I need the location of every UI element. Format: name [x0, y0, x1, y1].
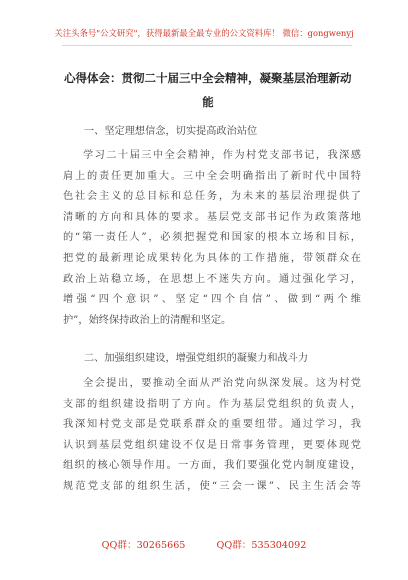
document-title — [58, 66, 358, 114]
header-divider — [62, 45, 352, 46]
document-title-line-1: 心得体会：贯彻二十届三中全会精神，凝聚基层治理新动 — [64, 71, 352, 85]
document-title-line-2: 能 — [202, 95, 214, 109]
footer-qq-group-1: QQ群：30265665 — [101, 540, 186, 551]
paragraph-line: 把党的最新理论成果转化为具体的工作措施，带领群众在 — [63, 252, 361, 264]
paragraph-line: 增强“四个意识”、坚定“四个自信”、做到“两个维 — [63, 294, 361, 306]
section-2-paragraph — [63, 374, 361, 498]
paragraph-line: 政治上站稳立场，在思想上不迷失方向。通过强化学习， — [63, 273, 361, 285]
footer-contact — [0, 537, 408, 551]
header-banner: 关注头条号"公文研究"，获得最新最全最专业的公文资料库！ 微信：gongwenyj — [54, 28, 354, 38]
section-2-heading: 二、加强组织建设，增强党组织的凝聚力和战斗力 — [84, 353, 309, 364]
section-1-heading: 一、坚定理想信念，切实提高政治站位 — [84, 126, 258, 137]
paragraph-line: 认识到基层党组织建设不仅是日常事务管理，更要体现党 — [63, 439, 361, 451]
paragraph-line: 护”，始终保持政治上的清醒和坚定。 — [63, 314, 232, 326]
paragraph-line: 全会提出，要推动全面从严治党向纵深发展。这为村党 — [83, 378, 361, 389]
paragraph-line: 规范党支部的组织生活，使“三会一课”、民主生活会等 — [63, 480, 361, 492]
paragraph-line: 我深知村党支部是党联系群众的重要纽带。通过学习，我 — [63, 419, 361, 431]
footer-qq-group-2: QQ群：535304092 — [216, 540, 307, 551]
paragraph-line: 支部的组织建设指明了方向。作为基层党组织的负责人， — [63, 398, 361, 410]
paragraph-line: 色社会主义的总目标和总任务，为未来的基层治理提供了 — [63, 191, 361, 203]
paragraph-line: 肩上的责任更加重大。三中全会明确指出了新时代中国特 — [63, 170, 361, 182]
paragraph-line: 学习二十届三中全会精神，作为村党支部书记，我深感 — [83, 150, 361, 161]
section-1-paragraph — [63, 146, 361, 331]
paragraph-line: 清晰的方向和具体的要求。基层党支部书记作为政策落地 — [63, 211, 361, 223]
paragraph-line: 的“第一责任人”，必须把握党和国家的根本立场和目标， — [63, 232, 361, 244]
paragraph-line: 组织的核心领导作用。一方面，我们要强化党内制度建设， — [63, 460, 361, 472]
